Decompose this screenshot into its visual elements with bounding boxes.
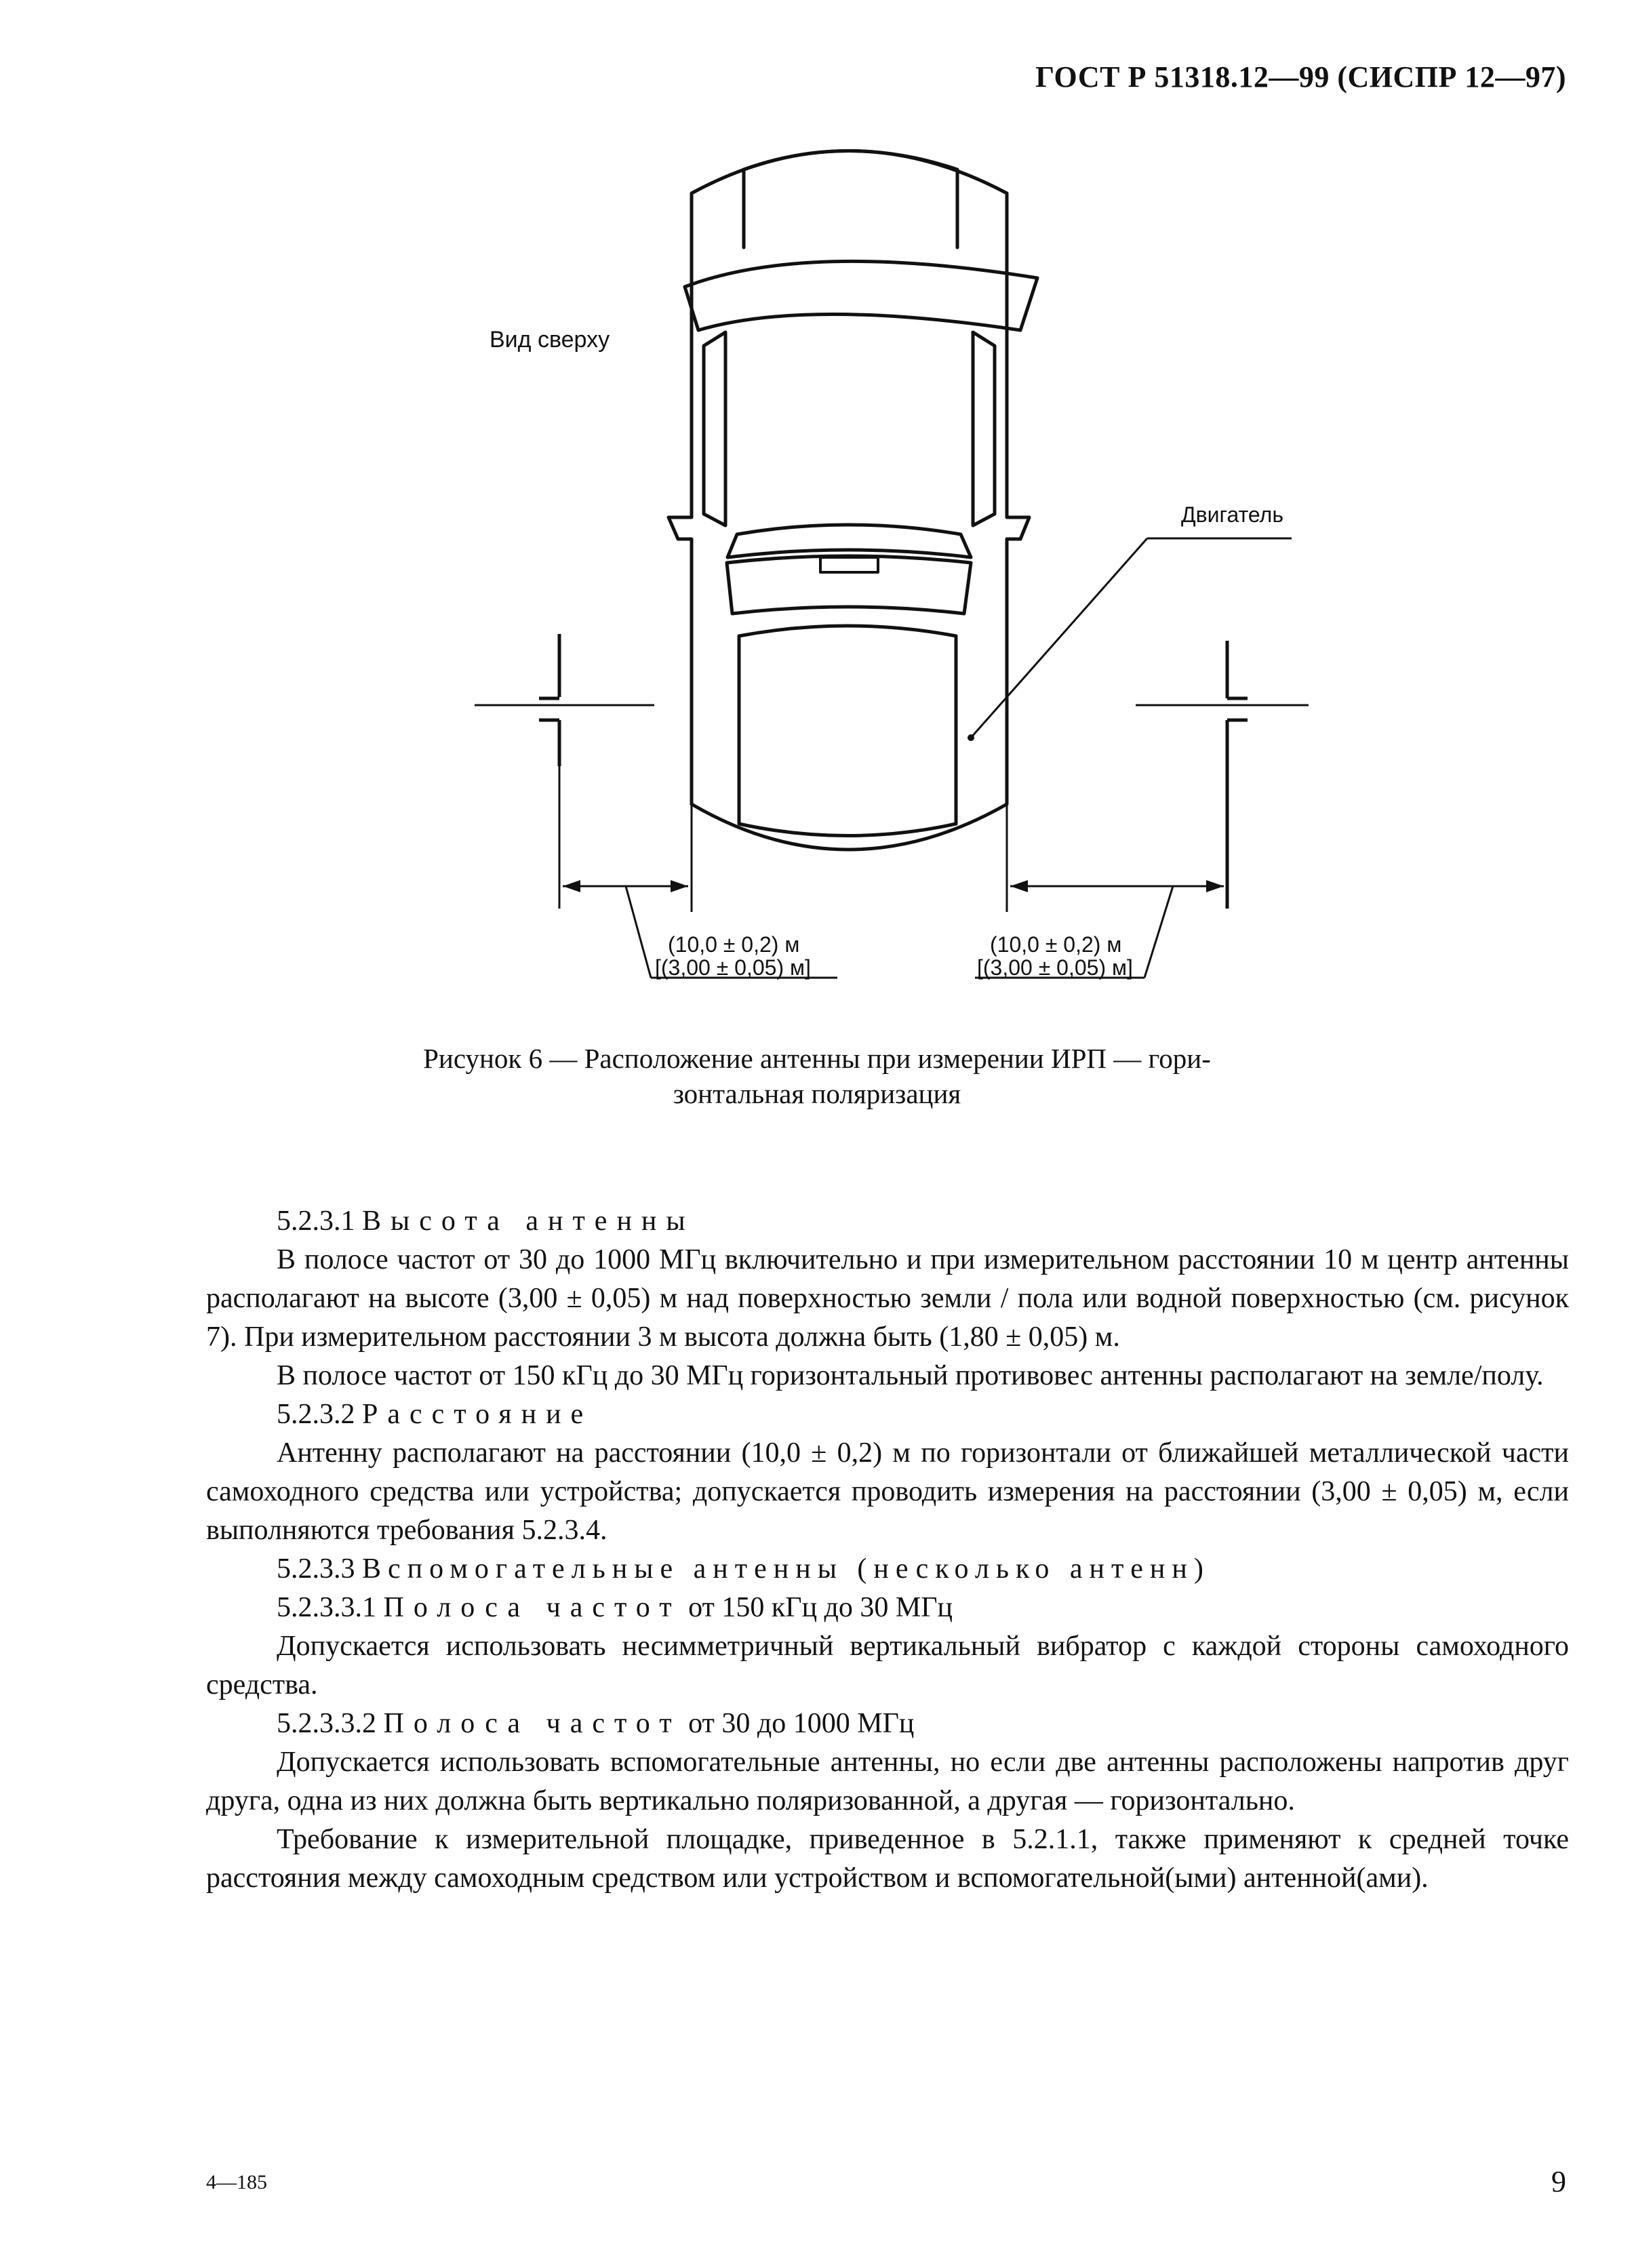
right-dimension-value: (10,0 ± 0,2) м (990, 932, 1122, 957)
section-title: Высота антенны (362, 1206, 695, 1237)
document-header: ГОСТ Р 51318.12—99 (СИСПР 12—97) (1035, 60, 1566, 94)
right-dimension-leader (1144, 886, 1173, 978)
right-dimension-alt: [(3,00 ± 0,05) м] (977, 955, 1133, 980)
figure-caption-line2: зонтальная поляризация (673, 1078, 961, 1109)
section-heading-5-2-3-3 (206, 1550, 1569, 1589)
paragraph: Допускается использовать несимметричный вертикальный вибратор с каждой стороны самоходного средства. (206, 1631, 1569, 1700)
rear-window-shape (728, 525, 971, 557)
section-title: Вспомогательные антенны (несколько антенн) (362, 1553, 1210, 1585)
paragraph: В полосе частот от 30 до 1000 МГц включительно и при измерительном расстоянии 10 м центр антенны располагают на высоте (3,00 ± 0,05) м над поверхностью земли / пола или водной поверхностью (см. рисунок 7). При измерительном расстоянии 3 м высота должна быть (1,80 ± 0,05) м. (206, 1244, 1569, 1353)
left-antenna (475, 634, 654, 909)
section-number: 5.2.3.3 (277, 1553, 355, 1585)
section-heading-5-2-3-3-2 (206, 1705, 1569, 1743)
right-antenna (1136, 641, 1309, 909)
figure-caption (0, 1041, 1634, 1111)
section-heading-5-2-3-2 (206, 1395, 1569, 1434)
section-title: Полоса частот (383, 1592, 681, 1623)
section-number: 5.2.3.3.1 (277, 1592, 376, 1623)
side-window-right (973, 332, 995, 525)
paragraph: Антенну располагают на расстоянии (10,0 ± 0,2) м по горизонтали от ближайшей металлической части самоходного средства или устройства; допускается проводить измерения на расстоянии (3,00 ± 0,05) м, если выполняются требования 5.2.3.4. (206, 1437, 1569, 1546)
left-dimension-value: (10,0 ± 0,2) м (668, 932, 800, 957)
engine-leader-line (971, 538, 1147, 738)
rear-glass (727, 556, 971, 614)
engine-label: Двигатель (1181, 502, 1283, 527)
car-roof-line (744, 151, 957, 248)
roof-antenna-plate (820, 557, 878, 572)
paragraph: Допускается использовать вспомогательные антенны, но если две антенны расположены напротив друг друга, одна из них должна быть вертикально поляризованной, а другая — горизонтально. (206, 1747, 1569, 1816)
section-heading-5-2-3-3-1 (206, 1589, 1569, 1627)
left-dimension-leader (626, 886, 651, 978)
figure-caption-line1: Рисунок 6 — Расположение антенны при измерении ИРП — гори- (423, 1043, 1211, 1074)
section-title-rest: от 30 до 1000 МГц (688, 1708, 915, 1739)
section-title: Расстояние (362, 1399, 593, 1430)
body-text (206, 1202, 1569, 1898)
engine-leader-dot (968, 734, 974, 741)
footer-code: 4—185 (206, 2171, 267, 2193)
page-number: 9 (1551, 2165, 1566, 2198)
car-antenna-diagram (0, 0, 1634, 1119)
section-title-rest: от 150 кГц до 30 МГц (688, 1592, 953, 1623)
view-label: Вид сверху (490, 327, 610, 353)
section-number: 5.2.3.1 (277, 1206, 355, 1237)
car-body-outline (669, 151, 1029, 850)
section-title: Полоса частот (383, 1708, 681, 1739)
section-number: 5.2.3.2 (277, 1399, 355, 1430)
side-window-left (704, 332, 725, 525)
windshield (685, 261, 1037, 330)
section-number: 5.2.3.3.2 (277, 1708, 376, 1739)
section-heading-5-2-3-1 (206, 1202, 1569, 1241)
paragraph: Требование к измерительной площадке, приведенное в 5.2.1.1, также применяют к средней точке расстояния между самоходным средством или устройством и вспомогательной(ыми) антенной(ами). (206, 1824, 1569, 1894)
left-dimension-alt: [(3,00 ± 0,05) м] (655, 955, 811, 980)
paragraph: В полосе частот от 150 кГц до 30 МГц горизонтальный противовес антенны располагают на земле/полу. (277, 1360, 1544, 1391)
engine-compartment (739, 626, 956, 836)
